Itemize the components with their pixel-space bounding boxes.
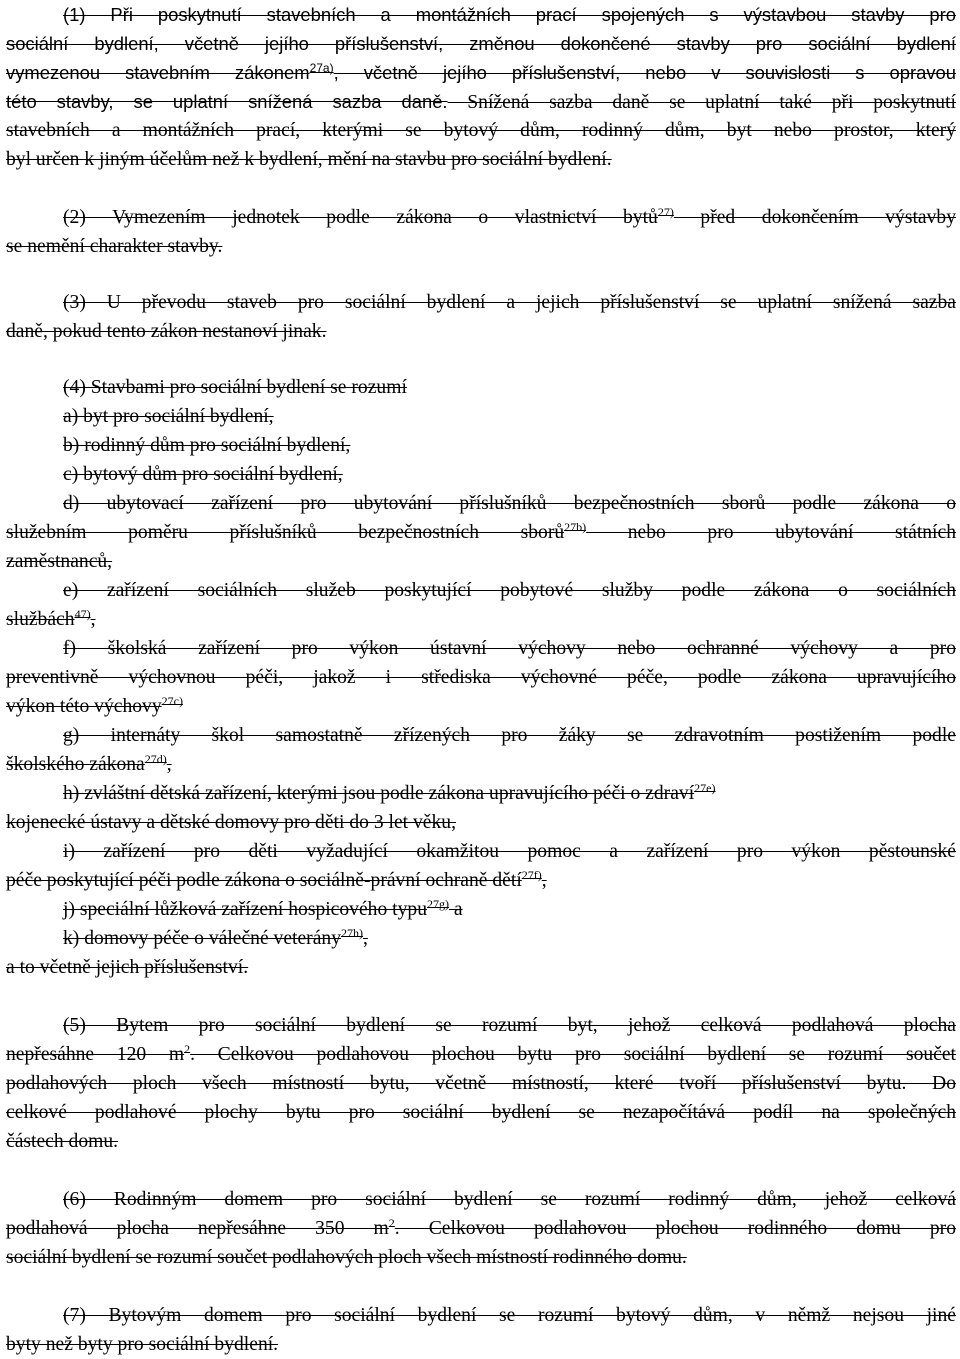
p2-line-1	[63, 203, 956, 232]
list-item-g-text: školského zákona	[6, 754, 145, 775]
list-item-e-line-1: e) zařízení sociálních služeb poskytující pobytové služby podle zákona o sociálních	[63, 580, 956, 601]
list-item-k-text-b: ,	[363, 928, 368, 949]
p5-line-1: (5) Bytem pro sociální bydlení se rozumí byt, jehož celková podlahová plocha	[63, 1015, 956, 1036]
p1-line-3-text-b: , včetně jejího příslušenství, nebo v souvislosti s opravou	[333, 62, 956, 83]
p3-line-2: daně, pokud tento zákon nestanoví jinak.	[6, 321, 327, 342]
list-item-h-text: h) zvláštní dětská zařízení, kterými jsou podle zákona upravujícího péči o zdraví	[63, 783, 695, 804]
p2-line-1-text-b: před dokončením výstavby	[673, 207, 956, 228]
superscript-squared: 2	[388, 1216, 395, 1230]
list-item-d-line-3: zaměstnanců,	[6, 551, 113, 572]
p7-line-2: byty než byty pro sociální bydlení.	[6, 1334, 279, 1355]
p4-intro: (4) Stavbami pro sociální bydlení se rozumí	[63, 377, 407, 398]
footnote-ref-27a: 27a)	[309, 61, 334, 75]
p5-line-4: celkové podlahové plochy bytu pro sociální bydlení se nezapočítává podíl na společných	[6, 1102, 956, 1123]
p1-line-4-text-a: této stavby, se uplatní snížená sazba daně.	[6, 91, 448, 112]
p5-line-2-text-b: . Celkovou podlahovou plochou bytu pro sociální bydlení se rozumí součet	[190, 1044, 956, 1065]
p6-line-1: (6) Rodinným domem pro sociální bydlení se rozumí rodinný dům, jehož celková	[63, 1189, 956, 1210]
list-item-g-text-b: ,	[166, 754, 172, 775]
footnote-ref-27g: 27g)	[427, 897, 449, 911]
list-item-i-text: péče poskytující péči podle zákona o sociálně-právní ochraně dětí	[6, 870, 522, 891]
p1-line-2: sociální bydlení, včetně jejího příslušenství, změnou dokončené stavby pro sociální bydlení	[6, 33, 956, 54]
p2-line-2: se nemění charakter stavby.	[6, 236, 223, 257]
list-item-k-text: k) domovy péče o válečné veterány	[63, 928, 341, 949]
p5-line-2	[6, 1040, 956, 1069]
list-item-h-line-1	[63, 779, 956, 808]
list-item-f-line-2: preventivně výchovnou péči, jakož i střediska výchovné péče, podle zákona upravujícího	[6, 667, 956, 688]
footnote-ref-27: 27)	[657, 205, 674, 219]
list-item-b: b) rodinný dům pro sociální bydlení,	[63, 435, 351, 456]
list-item-f-line-1: f) školská zařízení pro výkon ústavní výchovy nebo ochranné výchovy a pro	[63, 638, 956, 659]
p6-line-3: sociální bydlení se rozumí součet podlahových ploch všech místností rodinného domu.	[6, 1247, 687, 1268]
list-item-i-line-1: i) zařízení pro děti vyžadující okamžitou pomoc a zařízení pro výkon pěstounské	[63, 841, 956, 862]
p1-line-3	[6, 58, 956, 87]
list-item-d-text-b: nebo pro ubytování státních	[586, 522, 956, 543]
list-item-d-text: služebním poměru příslušníků bezpečnostních sborů	[6, 522, 565, 543]
p6-line-2-text-b: . Celkovou podlahovou plochou rodinného domu pro	[394, 1218, 956, 1239]
list-item-e-text-b: ,	[90, 609, 96, 630]
p4-closing: a to včetně jejich příslušenství.	[6, 957, 249, 978]
list-item-f-line-3	[6, 692, 956, 721]
footnote-ref-47: 47)	[74, 607, 91, 621]
footnote-ref-27b: 27b)	[564, 520, 587, 534]
p6-line-2	[6, 1214, 956, 1243]
footnote-ref-27f: 27f)	[521, 868, 542, 882]
footnote-ref-27c: 27c)	[161, 694, 183, 708]
list-item-c: c) bytový dům pro sociální bydlení,	[63, 464, 343, 485]
list-item-d-line-1: d) ubytovací zařízení pro ubytování příslušníků bezpečnostních sborů podle zákona o	[63, 493, 956, 514]
list-item-g-line-1: g) internáty škol samostatně zřízených pro žáky se zdravotním postižením podle	[63, 725, 956, 746]
list-item-f-text: výkon této výchovy	[6, 696, 162, 717]
list-item-a: a) byt pro sociální bydlení,	[63, 406, 274, 427]
p7-line-1: (7) Bytovým domem pro sociální bydlení se rozumí bytový dům, v němž nejsou jiné	[63, 1305, 956, 1326]
p1-line-6: byl určen k jiným účelům než k bydlení, mění na stavbu pro sociální bydlení.	[6, 149, 612, 170]
list-item-i-text-b: ,	[541, 870, 547, 891]
list-item-j	[63, 895, 956, 924]
list-item-g-line-2	[6, 750, 956, 779]
list-item-e-line-2	[6, 605, 956, 634]
list-item-d-line-2	[6, 518, 956, 547]
list-item-j-text: j) speciální lůžková zařízení hospicového typu	[63, 899, 427, 920]
p5-line-5: částech domu.	[6, 1131, 119, 1152]
p3-line-1: (3) U převodu staveb pro sociální bydlení a jejich příslušenství se uplatní snížená sazba	[63, 292, 956, 313]
superscript-squared: 2	[184, 1042, 191, 1056]
list-item-j-text-b: a	[449, 899, 463, 920]
footnote-ref-27e: 27e)	[694, 781, 716, 795]
p1-line-5: stavebních a montážních prací, kterými se bytový dům, rodinný dům, byt nebo prostor, který	[6, 120, 956, 141]
p1-line-4	[6, 87, 956, 116]
p1-line-3-text: vymezenou stavebním zákonem	[6, 62, 310, 83]
list-item-h-line-2: kojenecké ústavy a dětské domovy pro děti do 3 let věku,	[6, 812, 456, 833]
p1-line-4-text-b: Snížená sazba daně se uplatní také při poskytnutí	[447, 92, 956, 113]
list-item-k	[63, 924, 956, 953]
p2-line-1-text: (2) Vymezením jednotek podle zákona o vlastnictví bytů	[63, 207, 658, 228]
p5-line-2-text: nepřesáhne 120 m	[6, 1044, 185, 1065]
p5-line-3: podlahových ploch všech místností bytu, včetně místností, které tvoří příslušenství bytu. Do	[6, 1073, 956, 1094]
list-item-i-line-2	[6, 866, 956, 895]
list-item-e-text: službách	[6, 609, 75, 630]
p1-line-1: (1) Při poskytnutí stavebních a montážních prací spojených s výstavbou stavby pro	[63, 4, 956, 25]
footnote-ref-27h: 27h)	[341, 926, 363, 940]
p6-line-2-text: podlahová plocha nepřesáhne 350 m	[6, 1218, 389, 1239]
footnote-ref-27d: 27d)	[144, 752, 167, 766]
